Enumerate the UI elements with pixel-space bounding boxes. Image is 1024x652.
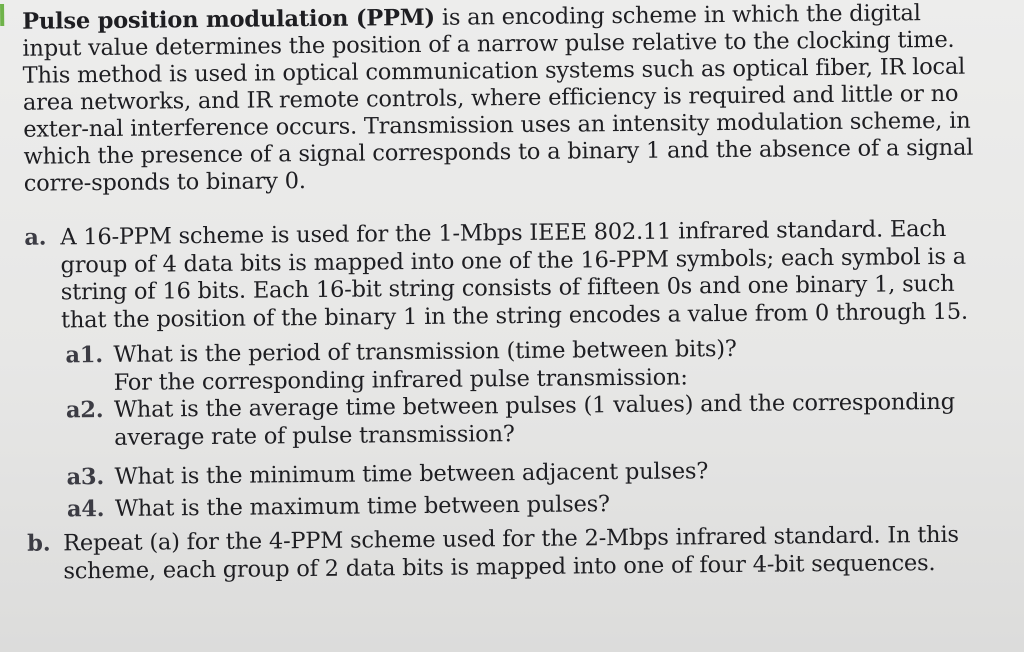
question-b-text: Repeat (a) for the 4-PPM scheme used for the 2-Mbps infrared standard. In this scheme, each group of 2 data bits is mapped into one of four 4-bit sequences.: [63, 521, 959, 584]
question-a2-label: a2.: [65, 397, 104, 424]
question-a1-followup: For the corresponding infrared pulse transmission:: [113, 364, 688, 396]
intro-paragraph: [22, 0, 984, 198]
intro-term: Pulse position modulation (PPM): [22, 4, 436, 35]
question-a1-label: a1.: [65, 342, 104, 369]
question-a1-text: What is the period of transmission (time between bits)?: [113, 335, 737, 368]
question-a3: [66, 456, 976, 491]
question-b: [27, 521, 982, 584]
question-a4-text: What is the maximum time between pulses?: [114, 491, 610, 522]
question-a3-text: What is the minimum time between adjacent pulses?: [114, 458, 709, 490]
question-a4-label: a4.: [66, 496, 105, 523]
question-a-label: a.: [24, 224, 47, 251]
question-a3-label: a3.: [66, 464, 105, 491]
question-a1: [65, 334, 975, 396]
question-b-label: b.: [27, 530, 51, 557]
intro-text: is an encoding scheme in which the digital input value determines the position of a narrow pulse relative to the clocking time. This method is used in optical communication systems such as optical fiber, IR local area networks, and IR remote controls, where efficiency is required and little or no exter-nal interference occurs. Transmission uses an intensity modulation scheme, in which the presence of a signal corresponds to a binary 1 and the absence of a signal corre-sponds to binary 0.: [22, 0, 974, 197]
question-a-text: A 16-PPM scheme is used for the 1-Mbps IEEE 802.11 infrared standard. Each group of 4 data bits is mapped into one of the 16-PPM symbols; each symbol is a string of 16 bits. Each 16-bit string consists of fifteen 0s and one binary 1, such that the position of the binary 1 in the string encodes a value from 0 through 15.: [60, 215, 969, 333]
page-edge-tab: [0, 4, 4, 26]
question-a: [24, 215, 974, 333]
question-a2-text: What is the average time between pulses (1 values) and the corresponding average rate of pulse transmission?: [113, 388, 955, 451]
